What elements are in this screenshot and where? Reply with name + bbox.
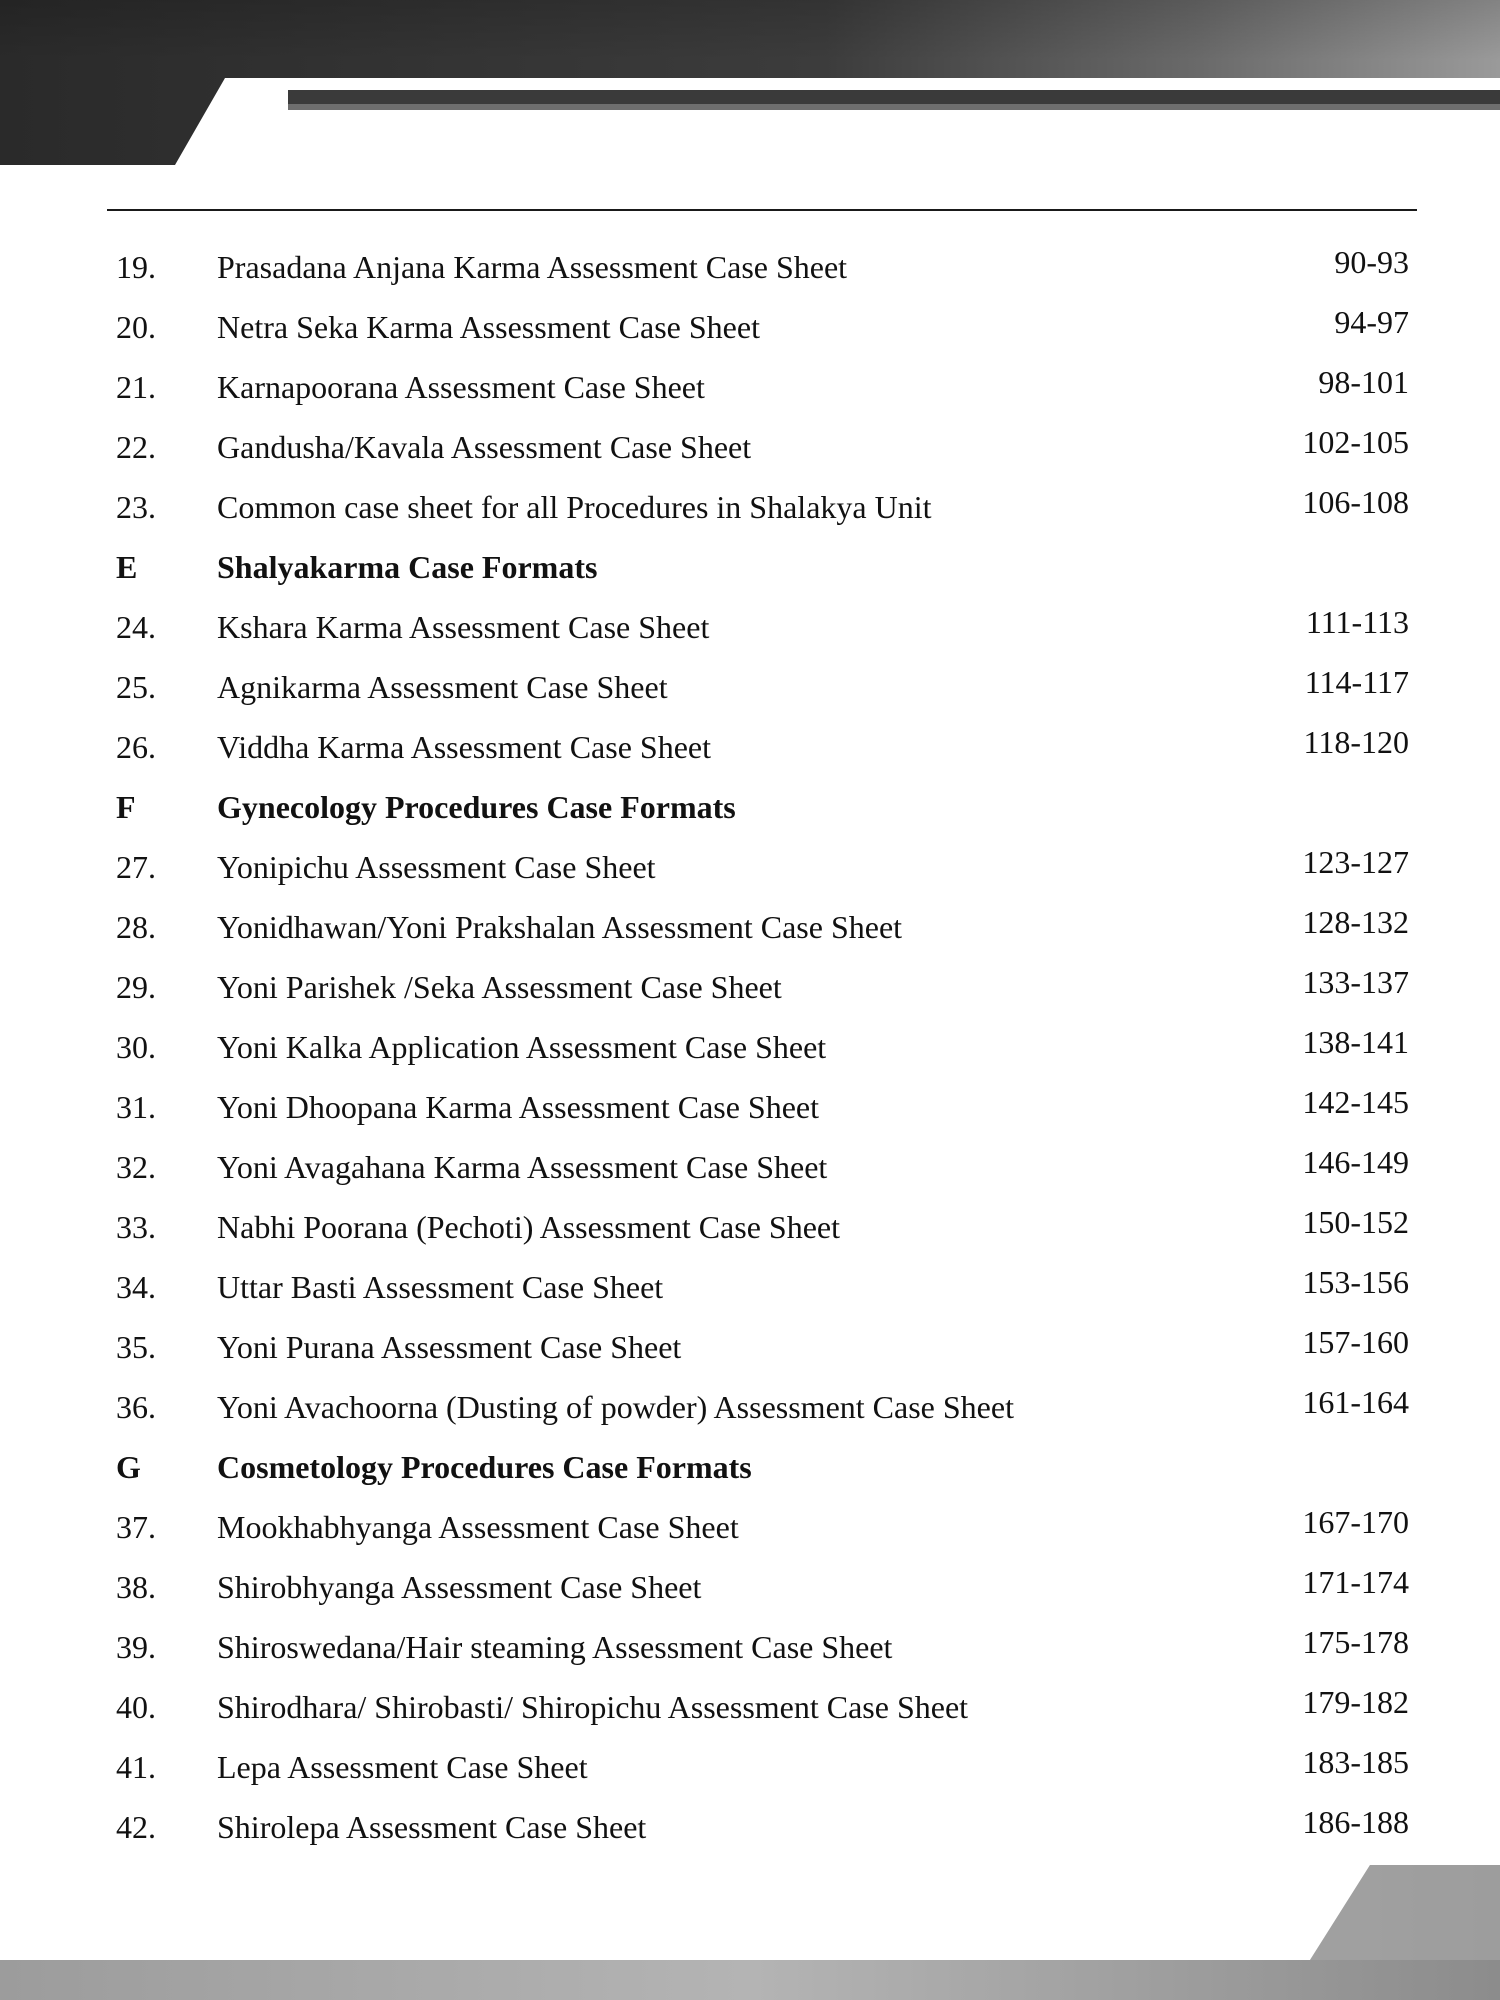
toc-title: Yoni Purana Assessment Case Sheet — [217, 1329, 682, 1365]
footer-decoration — [0, 1860, 1500, 2000]
toc-title: Lepa Assessment Case Sheet — [217, 1749, 588, 1785]
toc-title: Yoni Dhoopana Karma Assessment Case Sheet — [217, 1089, 820, 1125]
toc-number: 24. — [116, 609, 156, 645]
toc-pages: 157-160 — [1302, 1324, 1409, 1360]
toc-pages: 150-152 — [1302, 1204, 1409, 1240]
toc-row — [112, 662, 1417, 722]
toc-pages: 90-93 — [1334, 244, 1409, 280]
toc-title: Shiroswedana/Hair steaming Assessment Case Sheet — [217, 1629, 893, 1665]
toc-row — [112, 482, 1417, 542]
toc-row — [112, 1742, 1417, 1802]
toc-number: 36. — [116, 1389, 156, 1425]
toc-title: Shirodhara/ Shirobasti/ Shiropichu Assessment Case Sheet — [217, 1689, 969, 1725]
toc-number: 42. — [116, 1809, 156, 1845]
toc-title: Kshara Karma Assessment Case Sheet — [217, 609, 710, 645]
toc-pages: 183-185 — [1302, 1744, 1409, 1780]
toc-pages: 161-164 — [1302, 1384, 1409, 1420]
header-decoration — [0, 0, 1500, 170]
toc-section-heading — [112, 782, 1417, 842]
toc-number: 32. — [116, 1149, 156, 1185]
toc-row — [112, 1562, 1417, 1622]
toc-pages: 175-178 — [1302, 1624, 1409, 1660]
toc-row — [112, 1382, 1417, 1442]
toc-number: 27. — [116, 849, 156, 885]
toc-title: Common case sheet for all Procedures in Shalakya Unit — [217, 489, 932, 525]
toc-number: 23. — [116, 489, 156, 525]
toc-number: 35. — [116, 1329, 156, 1365]
toc-number: 28. — [116, 909, 156, 945]
toc-pages: 94-97 — [1334, 304, 1409, 340]
toc-row — [112, 362, 1417, 422]
toc-row — [112, 422, 1417, 482]
toc-row — [112, 1262, 1417, 1322]
toc-row — [112, 962, 1417, 1022]
toc-pages: 102-105 — [1302, 424, 1409, 460]
toc-row — [112, 1142, 1417, 1202]
table-of-contents — [112, 242, 1417, 1862]
toc-title: Uttar Basti Assessment Case Sheet — [217, 1269, 664, 1305]
toc-title: Viddha Karma Assessment Case Sheet — [217, 729, 711, 765]
toc-row — [112, 902, 1417, 962]
toc-section-heading — [112, 542, 1417, 602]
toc-row — [112, 842, 1417, 902]
toc-number: 29. — [116, 969, 156, 1005]
header-rule — [107, 209, 1417, 211]
toc-row — [112, 1022, 1417, 1082]
toc-number: 22. — [116, 429, 156, 465]
toc-section-letter: G — [116, 1449, 141, 1485]
toc-number: 34. — [116, 1269, 156, 1305]
toc-title: Karnapoorana Assessment Case Sheet — [217, 369, 705, 405]
toc-number: 19. — [116, 249, 156, 285]
toc-row — [112, 1202, 1417, 1262]
toc-pages: 171-174 — [1302, 1564, 1409, 1600]
toc-number: 25. — [116, 669, 156, 705]
toc-row — [112, 1622, 1417, 1682]
toc-number: 31. — [116, 1089, 156, 1125]
toc-row — [112, 1802, 1417, 1862]
toc-pages: 186-188 — [1302, 1804, 1409, 1840]
toc-title: Yoni Kalka Application Assessment Case Sheet — [217, 1029, 827, 1065]
toc-title: Shirolepa Assessment Case Sheet — [217, 1809, 647, 1845]
toc-number: 38. — [116, 1569, 156, 1605]
toc-pages: 179-182 — [1302, 1684, 1409, 1720]
toc-row — [112, 722, 1417, 782]
toc-row — [112, 1502, 1417, 1562]
toc-title: Nabhi Poorana (Pechoti) Assessment Case Sheet — [217, 1209, 840, 1245]
toc-number: 39. — [116, 1629, 156, 1665]
toc-title: Prasadana Anjana Karma Assessment Case Sheet — [217, 249, 848, 285]
toc-pages: 146-149 — [1302, 1144, 1409, 1180]
toc-pages: 138-141 — [1302, 1024, 1409, 1060]
toc-number: 26. — [116, 729, 156, 765]
toc-pages: 98-101 — [1318, 364, 1409, 400]
toc-section-title: Cosmetology Procedures Case Formats — [217, 1449, 752, 1485]
toc-row — [112, 602, 1417, 662]
toc-row — [112, 302, 1417, 362]
toc-row — [112, 242, 1417, 302]
toc-pages: 142-145 — [1302, 1084, 1409, 1120]
toc-section-letter: E — [116, 549, 138, 585]
toc-row — [112, 1682, 1417, 1742]
toc-pages: 128-132 — [1302, 904, 1409, 940]
toc-number: 37. — [116, 1509, 156, 1545]
toc-title: Yoni Avachoorna (Dusting of powder) Assessment Case Sheet — [217, 1389, 1014, 1425]
toc-title: Netra Seka Karma Assessment Case Sheet — [217, 309, 760, 345]
toc-title: Agnikarma Assessment Case Sheet — [217, 669, 668, 705]
toc-row — [112, 1322, 1417, 1382]
toc-pages: 111-113 — [1305, 604, 1409, 640]
toc-section-heading — [112, 1442, 1417, 1502]
toc-number: 30. — [116, 1029, 156, 1065]
toc-number: 20. — [116, 309, 156, 345]
toc-number: 33. — [116, 1209, 156, 1245]
toc-pages: 123-127 — [1302, 844, 1409, 880]
toc-title: Yonidhawan/Yoni Prakshalan Assessment Case Sheet — [217, 909, 903, 945]
toc-section-letter: F — [116, 789, 136, 825]
toc-pages: 153-156 — [1302, 1264, 1409, 1300]
toc-title: Gandusha/Kavala Assessment Case Sheet — [217, 429, 752, 465]
toc-title: Yoni Avagahana Karma Assessment Case Sheet — [217, 1149, 828, 1185]
toc-pages: 106-108 — [1302, 484, 1409, 520]
toc-pages: 133-137 — [1302, 964, 1409, 1000]
toc-number: 21. — [116, 369, 156, 405]
toc-pages: 118-120 — [1303, 724, 1409, 760]
toc-number: 40. — [116, 1689, 156, 1725]
toc-title: Mookhabhyanga Assessment Case Sheet — [217, 1509, 739, 1545]
toc-title: Yonipichu Assessment Case Sheet — [217, 849, 656, 885]
toc-section-title: Gynecology Procedures Case Formats — [217, 789, 736, 825]
toc-title: Yoni Parishek /Seka Assessment Case Sheet — [217, 969, 782, 1005]
toc-section-title: Shalyakarma Case Formats — [217, 549, 598, 585]
toc-pages: 114-117 — [1304, 664, 1409, 700]
toc-title: Shirobhyanga Assessment Case Sheet — [217, 1569, 702, 1605]
toc-number: 41. — [116, 1749, 156, 1785]
toc-row — [112, 1082, 1417, 1142]
toc-pages: 167-170 — [1302, 1504, 1409, 1540]
